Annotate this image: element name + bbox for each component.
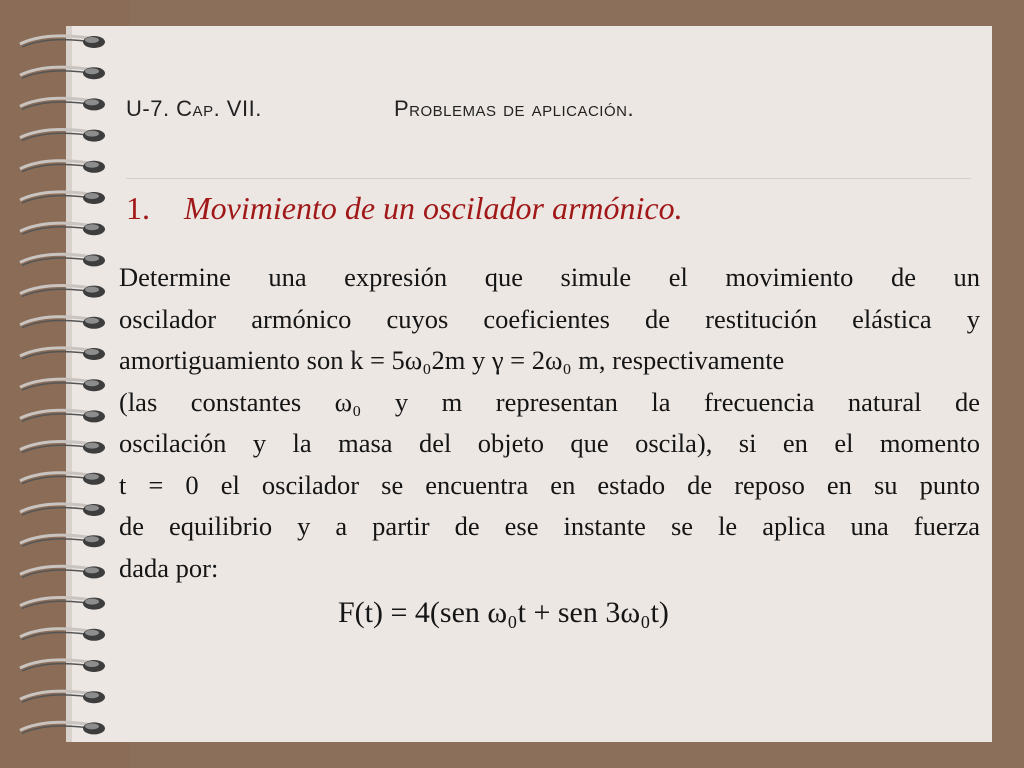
- problem-title: [126, 190, 683, 227]
- problem-title-text: Movimiento de un oscilador armónico.: [184, 190, 683, 226]
- spiral-ring: [20, 566, 105, 578]
- statement-line-4: (las constantes ω₀ y m representan la frecuencia natural de: [119, 386, 980, 417]
- header-divider: [126, 178, 971, 179]
- force-formula: F(t) = 4(sen ω₀t + sen 3ω₀t): [338, 596, 669, 629]
- spiral-ring: [20, 223, 105, 235]
- unit-label: U-7. Cap. VII.: [126, 96, 262, 121]
- statement-line-7: de equilibrio y a partir de ese instante se le aplica una fuerza: [119, 511, 980, 541]
- spiral-ring: [20, 660, 105, 672]
- section-label: Problemas de aplicación.: [394, 96, 635, 121]
- spiral-ring: [20, 192, 105, 204]
- spiral-ring: [20, 67, 105, 79]
- spiral-ring: [20, 98, 105, 110]
- spiral-ring: [20, 629, 105, 641]
- statement-line-8: dada por:: [119, 552, 219, 583]
- spiral-binding-icon: [0, 0, 130, 768]
- spiral-ring: [20, 36, 105, 48]
- spiral-ring: [20, 473, 105, 485]
- slide-header: [126, 96, 984, 126]
- spiral-ring: [20, 286, 105, 298]
- statement-line-6: t = 0 el oscilador se encuentra en estado de reposo en su punto: [119, 469, 980, 500]
- statement-line-5: oscilación y la masa del objeto que oscila), si en el momento: [119, 428, 980, 458]
- statement-line-2: oscilador armónico cuyos coeficientes de restitución elástica y: [119, 303, 980, 334]
- spiral-ring: [20, 722, 105, 734]
- spiral-ring: [20, 504, 105, 516]
- spiral-ring: [20, 535, 105, 547]
- spiral-ring: [20, 254, 105, 266]
- statement-line-3: amortiguamiento son k = 5ω₀2m y γ = 2ω₀ m, respectivamente: [119, 345, 785, 375]
- spiral-ring: [20, 442, 105, 454]
- spiral-ring: [20, 410, 105, 422]
- spiral-ring: [20, 348, 105, 360]
- problem-statement: [119, 257, 980, 589]
- spiral-ring: [20, 379, 105, 391]
- spiral-ring: [20, 317, 105, 329]
- problem-number: 1.: [126, 190, 150, 226]
- statement-line-1: Determine una expresión que simule el movimiento de un: [119, 262, 980, 292]
- spiral-ring: [20, 691, 105, 703]
- spiral-ring: [20, 130, 105, 142]
- spiral-ring: [20, 161, 105, 173]
- spiral-ring: [20, 598, 105, 610]
